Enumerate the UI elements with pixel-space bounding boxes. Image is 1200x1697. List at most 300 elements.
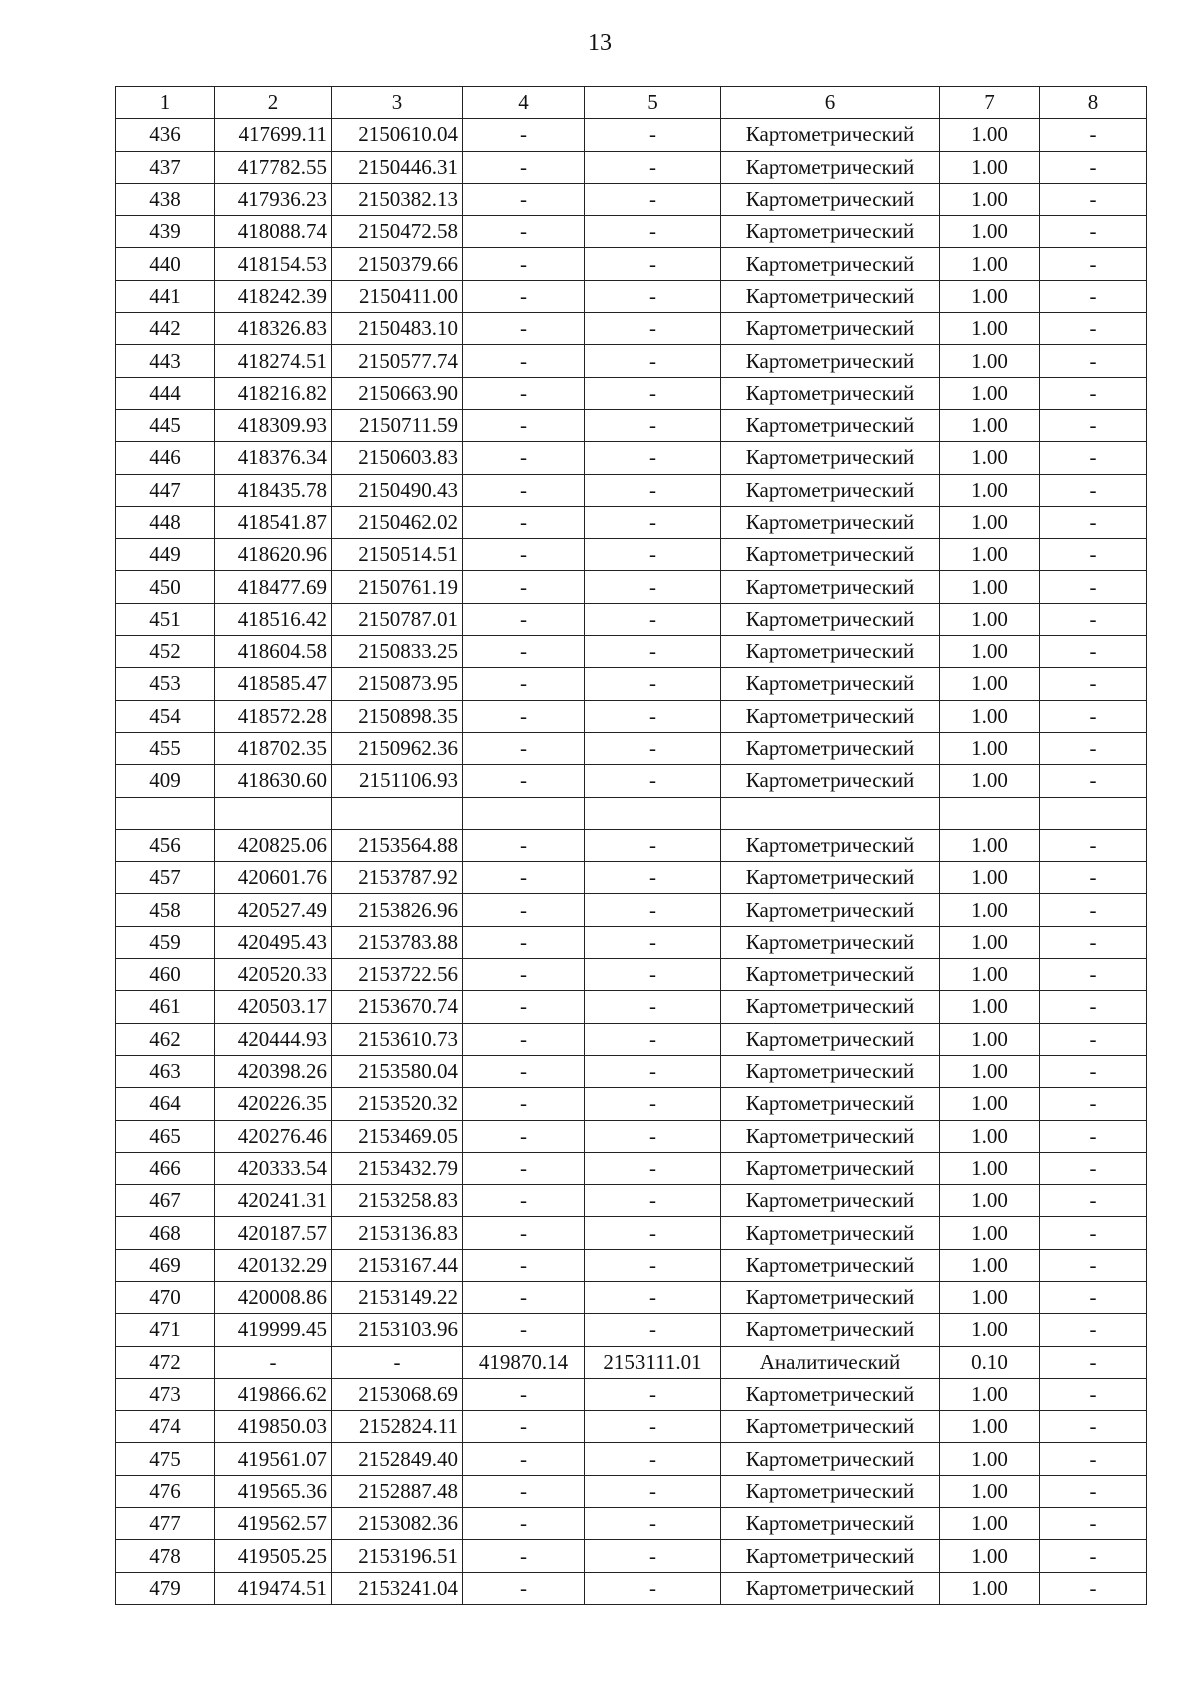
accuracy-cell xyxy=(940,797,1040,829)
x-alt-cell: - xyxy=(463,313,585,345)
y-alt-cell: - xyxy=(585,926,721,958)
x-alt-cell: - xyxy=(463,248,585,280)
page-number: 13 xyxy=(588,30,612,56)
x-alt-cell: - xyxy=(463,1540,585,1572)
x-coordinate-cell: 420187.57 xyxy=(215,1217,332,1249)
method-cell: Картометрический xyxy=(721,377,940,409)
point-number-cell: 458 xyxy=(116,894,215,926)
y-alt-cell: - xyxy=(585,1023,721,1055)
description-cell: - xyxy=(1040,1572,1147,1604)
point-number-cell: 445 xyxy=(116,409,215,441)
x-alt-cell: - xyxy=(463,216,585,248)
point-number-cell: 467 xyxy=(116,1185,215,1217)
accuracy-cell: 1.00 xyxy=(940,1443,1040,1475)
table-row xyxy=(116,151,1147,183)
method-cell: Картометрический xyxy=(721,442,940,474)
y-alt-cell: - xyxy=(585,1120,721,1152)
accuracy-cell: 1.00 xyxy=(940,539,1040,571)
table-row xyxy=(116,183,1147,215)
y-coordinate-cell: 2153787.92 xyxy=(332,862,463,894)
method-cell: Картометрический xyxy=(721,345,940,377)
y-alt-cell: - xyxy=(585,313,721,345)
point-number-cell: 444 xyxy=(116,377,215,409)
x-alt-cell: - xyxy=(463,409,585,441)
table-row xyxy=(116,1378,1147,1410)
y-alt-cell: - xyxy=(585,571,721,603)
method-cell: Картометрический xyxy=(721,829,940,861)
description-cell: - xyxy=(1040,1217,1147,1249)
x-alt-cell: - xyxy=(463,1120,585,1152)
table-row xyxy=(116,1314,1147,1346)
x-alt-cell: - xyxy=(463,1475,585,1507)
x-coordinate-cell: 420495.43 xyxy=(215,926,332,958)
accuracy-cell: 1.00 xyxy=(940,119,1040,151)
header-cell: 4 xyxy=(463,87,585,119)
point-number-cell: 463 xyxy=(116,1055,215,1087)
y-alt-cell: - xyxy=(585,894,721,926)
accuracy-cell: 1.00 xyxy=(940,248,1040,280)
y-alt-cell: - xyxy=(585,248,721,280)
y-alt-cell: - xyxy=(585,345,721,377)
y-coordinate-cell: 2150379.66 xyxy=(332,248,463,280)
accuracy-cell: 1.00 xyxy=(940,1088,1040,1120)
description-cell: - xyxy=(1040,1314,1147,1346)
x-coordinate-cell: 418516.42 xyxy=(215,603,332,635)
accuracy-cell: 1.00 xyxy=(940,1249,1040,1281)
y-alt-cell: - xyxy=(585,409,721,441)
accuracy-cell: 1.00 xyxy=(940,959,1040,991)
y-coordinate-cell: 2151106.93 xyxy=(332,765,463,797)
description-cell: - xyxy=(1040,1281,1147,1313)
table-row xyxy=(116,1152,1147,1184)
accuracy-cell: 1.00 xyxy=(940,926,1040,958)
table-row xyxy=(116,829,1147,861)
table-row xyxy=(116,377,1147,409)
description-cell: - xyxy=(1040,1508,1147,1540)
x-alt-cell: - xyxy=(463,959,585,991)
table-row xyxy=(116,280,1147,312)
table-row xyxy=(116,991,1147,1023)
x-coordinate-cell: 418216.82 xyxy=(215,377,332,409)
y-coordinate-cell: 2153783.88 xyxy=(332,926,463,958)
table-row xyxy=(116,732,1147,764)
method-cell: Картометрический xyxy=(721,926,940,958)
description-cell: - xyxy=(1040,603,1147,635)
description-cell: - xyxy=(1040,1023,1147,1055)
point-number-cell: 436 xyxy=(116,119,215,151)
x-alt-cell: - xyxy=(463,1217,585,1249)
x-coordinate-cell: 419866.62 xyxy=(215,1378,332,1410)
method-cell: Картометрический xyxy=(721,1120,940,1152)
x-coordinate-cell: 419850.03 xyxy=(215,1411,332,1443)
y-coordinate-cell: 2150483.10 xyxy=(332,313,463,345)
y-coordinate-cell: 2153722.56 xyxy=(332,959,463,991)
description-cell xyxy=(1040,797,1147,829)
y-coordinate-cell: 2150610.04 xyxy=(332,119,463,151)
y-coordinate-cell: 2153241.04 xyxy=(332,1572,463,1604)
description-cell: - xyxy=(1040,765,1147,797)
x-coordinate-cell: 420008.86 xyxy=(215,1281,332,1313)
x-alt-cell: - xyxy=(463,862,585,894)
point-number-cell: 455 xyxy=(116,732,215,764)
table-row xyxy=(116,765,1147,797)
y-coordinate-cell: 2152824.11 xyxy=(332,1411,463,1443)
y-alt-cell: - xyxy=(585,474,721,506)
x-coordinate-cell: 418242.39 xyxy=(215,280,332,312)
accuracy-cell: 1.00 xyxy=(940,991,1040,1023)
point-number-cell: 456 xyxy=(116,829,215,861)
description-cell: - xyxy=(1040,119,1147,151)
accuracy-cell: 1.00 xyxy=(940,377,1040,409)
x-alt-cell: - xyxy=(463,700,585,732)
x-alt-cell: - xyxy=(463,1378,585,1410)
x-coordinate-cell: 418088.74 xyxy=(215,216,332,248)
x-alt-cell: - xyxy=(463,926,585,958)
accuracy-cell: 1.00 xyxy=(940,829,1040,861)
x-coordinate-cell: 418326.83 xyxy=(215,313,332,345)
accuracy-cell: 1.00 xyxy=(940,668,1040,700)
x-alt-cell: - xyxy=(463,1411,585,1443)
y-alt-cell: - xyxy=(585,991,721,1023)
y-coordinate-cell: 2153670.74 xyxy=(332,991,463,1023)
x-alt-cell: - xyxy=(463,571,585,603)
y-coordinate-cell: 2150603.83 xyxy=(332,442,463,474)
point-number-cell: 460 xyxy=(116,959,215,991)
table-row xyxy=(116,959,1147,991)
accuracy-cell: 1.00 xyxy=(940,151,1040,183)
table-row xyxy=(116,797,1147,829)
table-row xyxy=(116,1572,1147,1604)
x-coordinate-cell: 420276.46 xyxy=(215,1120,332,1152)
method-cell: Аналитический xyxy=(721,1346,940,1378)
x-alt-cell: - xyxy=(463,894,585,926)
y-coordinate-cell: 2153610.73 xyxy=(332,1023,463,1055)
x-coordinate-cell: 418604.58 xyxy=(215,636,332,668)
y-coordinate-cell: 2150462.02 xyxy=(332,506,463,538)
method-cell: Картометрический xyxy=(721,862,940,894)
point-number-cell: 461 xyxy=(116,991,215,1023)
header-cell: 3 xyxy=(332,87,463,119)
table-row xyxy=(116,571,1147,603)
accuracy-cell: 1.00 xyxy=(940,732,1040,764)
x-coordinate-cell: 419474.51 xyxy=(215,1572,332,1604)
table-row xyxy=(116,248,1147,280)
point-number-cell: 466 xyxy=(116,1152,215,1184)
description-cell: - xyxy=(1040,1120,1147,1152)
x-alt-cell: - xyxy=(463,539,585,571)
table-row xyxy=(116,700,1147,732)
description-cell: - xyxy=(1040,377,1147,409)
point-number-cell: 438 xyxy=(116,183,215,215)
description-cell: - xyxy=(1040,539,1147,571)
x-alt-cell: - xyxy=(463,829,585,861)
y-alt-cell: - xyxy=(585,1088,721,1120)
accuracy-cell: 1.00 xyxy=(940,862,1040,894)
y-alt-cell: - xyxy=(585,280,721,312)
description-cell: - xyxy=(1040,829,1147,861)
x-coordinate-cell: 417699.11 xyxy=(215,119,332,151)
x-coordinate-cell: 420132.29 xyxy=(215,1249,332,1281)
accuracy-cell: 1.00 xyxy=(940,1055,1040,1087)
x-alt-cell: - xyxy=(463,119,585,151)
description-cell: - xyxy=(1040,1346,1147,1378)
x-alt-cell: - xyxy=(463,636,585,668)
coordinates-table xyxy=(115,86,1147,1605)
table-body xyxy=(116,119,1147,1605)
accuracy-cell: 1.00 xyxy=(940,1411,1040,1443)
point-number-cell: 474 xyxy=(116,1411,215,1443)
y-alt-cell: - xyxy=(585,668,721,700)
x-coordinate-cell: 420333.54 xyxy=(215,1152,332,1184)
y-alt-cell: - xyxy=(585,1475,721,1507)
y-coordinate-cell: 2150577.74 xyxy=(332,345,463,377)
point-number-cell: 472 xyxy=(116,1346,215,1378)
x-alt-cell: - xyxy=(463,506,585,538)
description-cell: - xyxy=(1040,1249,1147,1281)
method-cell: Картометрический xyxy=(721,1088,940,1120)
y-coordinate-cell: 2150490.43 xyxy=(332,474,463,506)
table-row xyxy=(116,442,1147,474)
method-cell: Картометрический xyxy=(721,571,940,603)
point-number-cell: 439 xyxy=(116,216,215,248)
method-cell: Картометрический xyxy=(721,1023,940,1055)
description-cell: - xyxy=(1040,216,1147,248)
point-number-cell: 478 xyxy=(116,1540,215,1572)
table-row xyxy=(116,539,1147,571)
description-cell: - xyxy=(1040,280,1147,312)
header-cell: 6 xyxy=(721,87,940,119)
accuracy-cell: 1.00 xyxy=(940,636,1040,668)
y-coordinate-cell: 2152849.40 xyxy=(332,1443,463,1475)
y-alt-cell: - xyxy=(585,732,721,764)
x-alt-cell: - xyxy=(463,1023,585,1055)
y-coordinate-cell: 2150761.19 xyxy=(332,571,463,603)
description-cell: - xyxy=(1040,1088,1147,1120)
description-cell: - xyxy=(1040,1475,1147,1507)
x-alt-cell: - xyxy=(463,183,585,215)
accuracy-cell: 1.00 xyxy=(940,1572,1040,1604)
description-cell: - xyxy=(1040,345,1147,377)
description-cell: - xyxy=(1040,1055,1147,1087)
table-row xyxy=(116,1055,1147,1087)
y-alt-cell: - xyxy=(585,1378,721,1410)
y-alt-cell: - xyxy=(585,1572,721,1604)
point-number-cell: 470 xyxy=(116,1281,215,1313)
method-cell: Картометрический xyxy=(721,539,940,571)
accuracy-cell: 1.00 xyxy=(940,1023,1040,1055)
point-number-cell: 464 xyxy=(116,1088,215,1120)
y-alt-cell: - xyxy=(585,829,721,861)
table-row xyxy=(116,1508,1147,1540)
x-coordinate-cell: 419562.57 xyxy=(215,1508,332,1540)
table-row xyxy=(116,668,1147,700)
table-row xyxy=(116,894,1147,926)
description-cell: - xyxy=(1040,1378,1147,1410)
point-number-cell: 441 xyxy=(116,280,215,312)
y-alt-cell: - xyxy=(585,1152,721,1184)
y-alt-cell: - xyxy=(585,151,721,183)
method-cell: Картометрический xyxy=(721,1443,940,1475)
table-row xyxy=(116,603,1147,635)
x-coordinate-cell: 420527.49 xyxy=(215,894,332,926)
table-row xyxy=(116,1120,1147,1152)
y-coordinate-cell: 2153196.51 xyxy=(332,1540,463,1572)
description-cell: - xyxy=(1040,248,1147,280)
table-row xyxy=(116,1443,1147,1475)
table-header xyxy=(116,87,1147,119)
point-number-cell: 437 xyxy=(116,151,215,183)
x-alt-cell: - xyxy=(463,668,585,700)
x-coordinate-cell: 419999.45 xyxy=(215,1314,332,1346)
y-alt-cell: - xyxy=(585,377,721,409)
y-coordinate-cell: 2153432.79 xyxy=(332,1152,463,1184)
y-coordinate-cell: 2153167.44 xyxy=(332,1249,463,1281)
method-cell: Картометрический xyxy=(721,474,940,506)
y-coordinate-cell: - xyxy=(332,1346,463,1378)
y-alt-cell: - xyxy=(585,183,721,215)
accuracy-cell: 1.00 xyxy=(940,183,1040,215)
point-number-cell: 409 xyxy=(116,765,215,797)
table-row xyxy=(116,345,1147,377)
point-number-cell: 447 xyxy=(116,474,215,506)
x-coordinate-cell: 418274.51 xyxy=(215,345,332,377)
x-coordinate-cell: - xyxy=(215,1346,332,1378)
y-coordinate-cell: 2153520.32 xyxy=(332,1088,463,1120)
accuracy-cell: 1.00 xyxy=(940,894,1040,926)
point-number-cell: 462 xyxy=(116,1023,215,1055)
table-row xyxy=(116,1475,1147,1507)
header-cell: 1 xyxy=(116,87,215,119)
table-row xyxy=(116,409,1147,441)
x-alt-cell: - xyxy=(463,991,585,1023)
y-alt-cell: - xyxy=(585,603,721,635)
y-coordinate-cell: 2150446.31 xyxy=(332,151,463,183)
method-cell: Картометрический xyxy=(721,248,940,280)
method-cell: Картометрический xyxy=(721,506,940,538)
y-alt-cell: - xyxy=(585,506,721,538)
x-coordinate-cell: 420444.93 xyxy=(215,1023,332,1055)
x-alt-cell: - xyxy=(463,345,585,377)
x-coordinate-cell: 418585.47 xyxy=(215,668,332,700)
description-cell: - xyxy=(1040,409,1147,441)
table-row xyxy=(116,636,1147,668)
y-alt-cell: - xyxy=(585,1540,721,1572)
point-number-cell: 476 xyxy=(116,1475,215,1507)
description-cell: - xyxy=(1040,183,1147,215)
table-row xyxy=(116,1281,1147,1313)
method-cell: Картометрический xyxy=(721,765,940,797)
table-row xyxy=(116,1185,1147,1217)
y-alt-cell: - xyxy=(585,862,721,894)
point-number-cell: 448 xyxy=(116,506,215,538)
y-coordinate-cell: 2153136.83 xyxy=(332,1217,463,1249)
method-cell: Картометрический xyxy=(721,894,940,926)
point-number-cell: 473 xyxy=(116,1378,215,1410)
point-number-cell: 446 xyxy=(116,442,215,474)
description-cell: - xyxy=(1040,668,1147,700)
y-coordinate-cell: 2150787.01 xyxy=(332,603,463,635)
x-coordinate-cell: 417782.55 xyxy=(215,151,332,183)
table-row xyxy=(116,1249,1147,1281)
table-row xyxy=(116,1088,1147,1120)
x-coordinate-cell: 418572.28 xyxy=(215,700,332,732)
point-number-cell: 451 xyxy=(116,603,215,635)
accuracy-cell: 1.00 xyxy=(940,506,1040,538)
x-coordinate-cell: 420825.06 xyxy=(215,829,332,861)
x-alt-cell: - xyxy=(463,1443,585,1475)
x-coordinate-cell: 419505.25 xyxy=(215,1540,332,1572)
accuracy-cell: 1.00 xyxy=(940,1475,1040,1507)
x-coordinate-cell: 418630.60 xyxy=(215,765,332,797)
description-cell: - xyxy=(1040,1152,1147,1184)
method-cell xyxy=(721,797,940,829)
point-number-cell: 449 xyxy=(116,539,215,571)
y-alt-cell xyxy=(585,797,721,829)
x-alt-cell: - xyxy=(463,1281,585,1313)
x-alt-cell: - xyxy=(463,1055,585,1087)
point-number-cell: 477 xyxy=(116,1508,215,1540)
header-cell: 8 xyxy=(1040,87,1147,119)
y-coordinate-cell: 2150873.95 xyxy=(332,668,463,700)
x-coordinate-cell: 419561.07 xyxy=(215,1443,332,1475)
header-cell: 5 xyxy=(585,87,721,119)
description-cell: - xyxy=(1040,313,1147,345)
table-row xyxy=(116,216,1147,248)
point-number-cell: 452 xyxy=(116,636,215,668)
accuracy-cell: 1.00 xyxy=(940,1152,1040,1184)
method-cell: Картометрический xyxy=(721,119,940,151)
x-coordinate-cell: 420601.76 xyxy=(215,862,332,894)
point-number-cell: 469 xyxy=(116,1249,215,1281)
description-cell: - xyxy=(1040,959,1147,991)
description-cell: - xyxy=(1040,151,1147,183)
method-cell: Картометрический xyxy=(721,1475,940,1507)
y-alt-cell: - xyxy=(585,119,721,151)
method-cell: Картометрический xyxy=(721,1152,940,1184)
y-alt-cell: - xyxy=(585,539,721,571)
accuracy-cell: 1.00 xyxy=(940,1120,1040,1152)
x-coordinate-cell xyxy=(215,797,332,829)
description-cell: - xyxy=(1040,1185,1147,1217)
accuracy-cell: 0.10 xyxy=(940,1346,1040,1378)
point-number-cell: 465 xyxy=(116,1120,215,1152)
x-alt-cell: - xyxy=(463,151,585,183)
description-cell: - xyxy=(1040,862,1147,894)
y-coordinate-cell: 2150898.35 xyxy=(332,700,463,732)
method-cell: Картометрический xyxy=(721,668,940,700)
accuracy-cell: 1.00 xyxy=(940,442,1040,474)
method-cell: Картометрический xyxy=(721,409,940,441)
header-cell: 2 xyxy=(215,87,332,119)
table-row xyxy=(116,1346,1147,1378)
accuracy-cell: 1.00 xyxy=(940,571,1040,603)
accuracy-cell: 1.00 xyxy=(940,765,1040,797)
point-number-cell: 442 xyxy=(116,313,215,345)
method-cell: Картометрический xyxy=(721,700,940,732)
accuracy-cell: 1.00 xyxy=(940,409,1040,441)
x-alt-cell: - xyxy=(463,732,585,764)
accuracy-cell: 1.00 xyxy=(940,1508,1040,1540)
y-coordinate-cell: 2153103.96 xyxy=(332,1314,463,1346)
x-coordinate-cell: 418702.35 xyxy=(215,732,332,764)
method-cell: Картометрический xyxy=(721,991,940,1023)
y-coordinate-cell: 2150962.36 xyxy=(332,732,463,764)
description-cell: - xyxy=(1040,926,1147,958)
header-row xyxy=(116,87,1147,119)
x-coordinate-cell: 418620.96 xyxy=(215,539,332,571)
x-alt-cell: - xyxy=(463,1508,585,1540)
y-alt-cell: - xyxy=(585,1249,721,1281)
